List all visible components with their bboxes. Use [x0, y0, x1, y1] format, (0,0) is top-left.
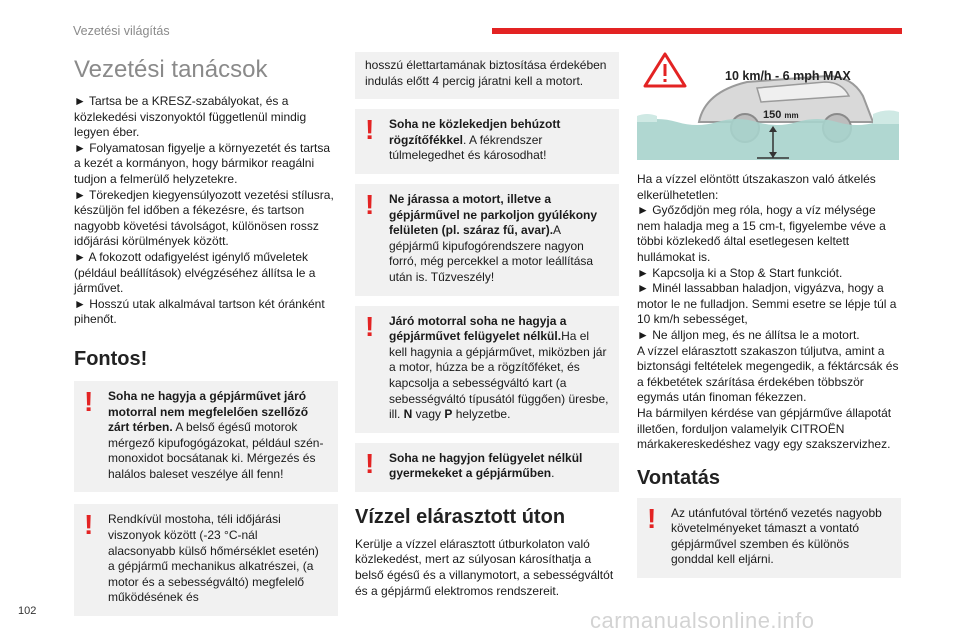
warning-bold-text: Járó motorral soha ne hagyja a gépjárművet felügyelet nélkül. [389, 313, 567, 344]
gear-p-label: P [444, 407, 453, 422]
flood-intro-text: Kerülje a vízzel elárasztott útburkolaton való közlekedést, mert az súlyosan károsíthatja a belső égésű és a villanymotort, a sebességváltót és a gépjármű elektromos rendszereit. [355, 536, 614, 598]
warning-text: Rendkívül mostoha, téli időjárási viszonyok között (-23 °C-nál alacsonyabb külső hőmérséklet esetén) a gépjármű mechanikus alkatrészei, (a motor és a sebességváltó) megfelelő működésének és [108, 512, 319, 605]
flood-instructions [637, 172, 901, 453]
warning-text: Ha el kell hagynia a gépjárművet, miközben jár a motor, húzza be a rögzítőféket, és kapcsolja a sebességváltó kart (a sebességváltó típusától függően) üresbe, ill. [389, 329, 609, 422]
warning-exclamation-icon: ! [365, 310, 375, 342]
warning-content [365, 310, 609, 423]
warning-bold-text: Soha ne hagyjon felügyelet nélkül gyermekeket a gépjárműben [389, 450, 583, 481]
warning-text: vagy [412, 407, 445, 422]
warning-text: hosszú élettartamának biztosítása érdekében indulás előtt 4 percig járatni kell a motort. [365, 58, 607, 88]
warning-box [355, 109, 619, 174]
warning-text: Az utánfutóval történő vezetés nagyobb követelményeket támaszt a vontató gépjárművel szemben és különös gonddal kell eljárni. [671, 505, 882, 567]
page-number: 102 [18, 605, 37, 617]
tip-item: ► Törekedjen kiegyensúlyozott vezetési stílusra, készüljön fel időben a fékezésre, és tartson nagyobb követési távolságot, különösen rossz időjárási körülmények között. [74, 187, 334, 249]
warning-exclamation-icon: ! [365, 447, 375, 479]
warning-bold-text: Ne járassa a motort, illetve a gépjárművel ne parkoljon gyúlékony felületen (pl. száraz fű, avar). [389, 191, 598, 238]
flood-step: ► Kapcsolja ki a Stop & Start funkciót. [637, 265, 843, 280]
running-header: Vezetési világítás [73, 24, 170, 38]
tips-list [74, 94, 338, 328]
section-title-flooded-road: Vízzel elárasztott úton [355, 505, 566, 528]
warning-bold-text: Soha ne hagyja a gépjárművet járó motorral nem megfelelően szellőző zárt térben. [108, 388, 309, 435]
column-3 [637, 52, 901, 588]
warning-exclamation-icon: ! [84, 509, 94, 541]
flooded-road-illustration [637, 52, 899, 160]
warning-exclamation-icon: ! [365, 188, 375, 220]
tip-item: ► A fokozott odafigyelést igénylő műveletek (például beállítások) elvégzéséhez állítsa le a járművet. [74, 249, 316, 296]
flood-step: ► Minél lassabban haladjon, vigyázva, hogy a motor le ne fulladjon. Semmi esetre se lépje túl a 10 km/h sebességet, [637, 281, 897, 327]
warning-content [365, 188, 609, 286]
warning-content [84, 509, 328, 606]
warning-content [365, 447, 609, 482]
warning-content [84, 385, 328, 483]
warning-exclamation-icon: ! [365, 114, 375, 146]
header-accent-bar [492, 28, 902, 34]
car-in-water-illustration [637, 52, 899, 160]
warning-box [355, 184, 619, 296]
speed-limit-label: 10 km/h - 6 mph MAX [725, 69, 851, 83]
warning-text: A gépjármű kipufogórendszere nagyon forró, még percekkel a motor leállítása után is. Tűzveszély! [389, 223, 594, 284]
section-title-important: Fontos! [74, 347, 148, 370]
watermark: carmanualsonline.info [590, 608, 815, 633]
flood-step: ► Győződjön meg róla, hogy a víz mélysége nem haladja meg a 15 cm-t, figyelembe véve a többi közlekedő által esetlegesen keltett hullámokat is. [637, 203, 886, 264]
column-2 [355, 52, 619, 599]
flood-paragraph: Ha bármilyen kérdése van gépjárműve állapotát illetően, forduljon valamelyik CITROËN márkakereskedéshez vagy egy szakszervizhez. [637, 405, 892, 452]
warning-text: . [551, 466, 555, 481]
warning-box [637, 498, 901, 578]
tip-item: ► Folyamatosan figyelje a környezetét és tartsa a kezét a kormányon, hogy bármikor reagálni tudjon a felmerülő helyzetekre. [74, 140, 330, 186]
warning-box [74, 381, 338, 493]
depth-value-label: 150 mm [763, 109, 799, 121]
warning-text: helyzetbe. [452, 407, 511, 422]
flood-paragraph: A vízzel elárasztott szakaszon túljutva, amint a biztonsági feltételek megengedik, a féktárcsák és a fékbetétek szárítása érdekében többször egymás után finoman fékezzen. [637, 343, 899, 405]
warning-content [647, 502, 891, 568]
section-title-towing: Vontatás [637, 466, 720, 489]
warning-exclamation-icon: ! [84, 385, 94, 417]
warning-text: . A fékrendszer túlmelegedhet és károsodhat! [389, 132, 547, 163]
column-1 [74, 50, 338, 626]
tip-item: ► Tartsa be a KRESZ-szabályokat, és a közlekedési viszonyoktól függetlenül mindig legyen éber. [74, 94, 307, 140]
warning-box [355, 443, 619, 492]
warning-content [365, 114, 609, 164]
warning-text: A belső égésű motorok mérgező kipufogógázokat, például szén-monoxidot bocsátanak ki. Mérgezés és halálos baleset veszélye áll fenn! [108, 420, 324, 481]
warning-bold-text: Soha ne közlekedjen behúzott rögzítőfékkel [389, 117, 561, 147]
warning-box [74, 504, 338, 616]
gear-n-label: N [403, 407, 413, 422]
flood-paragraph: Ha a vízzel elöntött útszakaszon való átkelés elkerülhetetlen: [637, 172, 876, 202]
section-title-driving-tips: Vezetési tanácsok [74, 56, 268, 83]
warning-triangle-icon [645, 54, 685, 86]
warning-exclamation-icon: ! [647, 502, 657, 534]
tip-item: ► Hosszú utak alkalmával tartson két óránként pihenőt. [74, 296, 325, 327]
warning-box [355, 306, 619, 433]
warning-box-continued [355, 52, 619, 99]
flood-step: ► Ne álljon meg, és ne állítsa le a motort. [637, 327, 860, 342]
